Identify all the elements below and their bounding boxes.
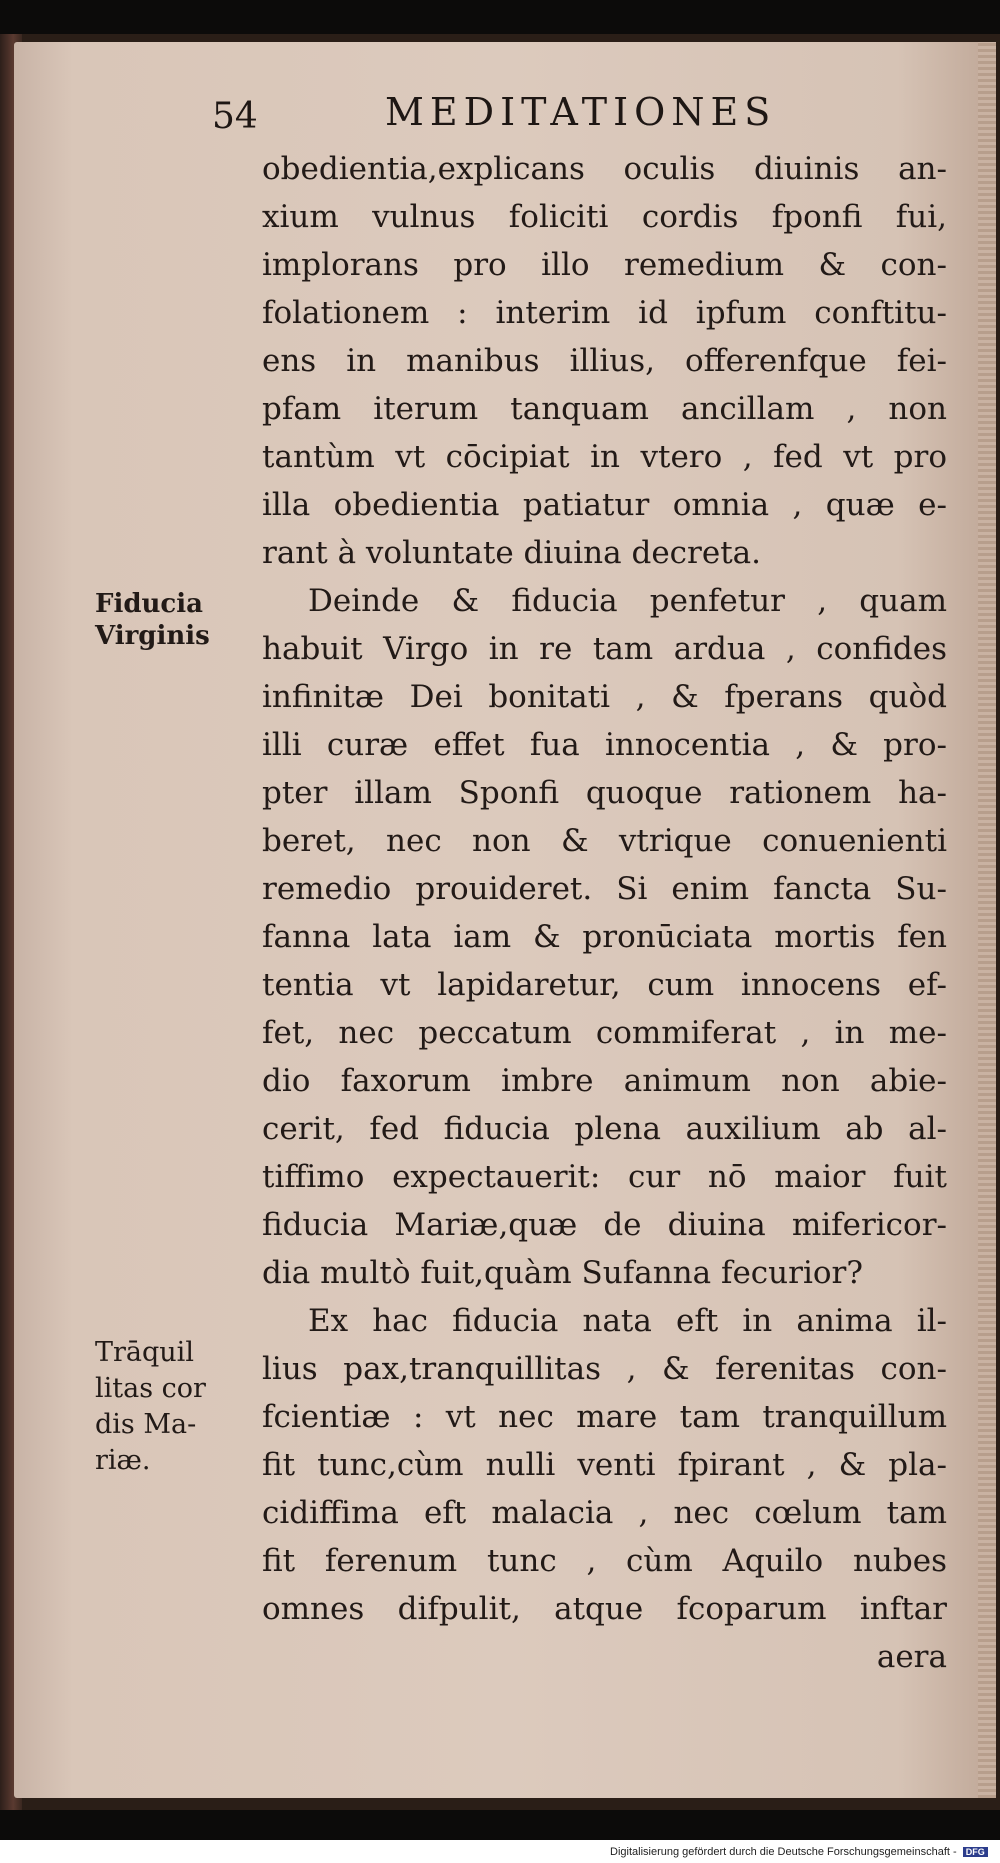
margin-note-tranquillitas [95,1335,255,1479]
text-line: folationem : interim id ipfum conftitu- [262,295,947,331]
text-line: fit ferenum tunc , cùm Aquilo nubes [262,1543,947,1579]
running-title: MEDITATIONES [385,90,777,134]
text-line: cerit, fed fiducia plena auxilium ab al- [262,1111,947,1147]
text-line: tantùm vt cōcipiat in vtero , fed vt pro [262,439,947,475]
text-line: xium vulnus foliciti cordis fponfi fui, [262,199,947,235]
credit-text: Digitalisierung gefördert durch die Deutsche Forschungsgemeinschaft - [610,1846,957,1858]
body-text [262,145,947,1681]
text-line: remedio prouideret. Si enim fancta Su- [262,871,947,907]
digitization-credit [610,1846,988,1858]
text-line: Ex hac fiducia nata eft in anima il- [308,1303,947,1339]
text-line: Deinde & fiducia penfetur , quam [308,583,947,619]
margin-note-line: litas cor [95,1373,206,1404]
text-line: fit tunc,cùm nulli venti fpirant , & pla- [262,1447,947,1483]
margin-note-line: Fiducia [95,589,203,619]
page-header [0,90,1000,140]
text-line: habuit Virgo in re tam ardua , confides [262,631,947,667]
page-fore-edge [978,42,996,1798]
text-line: rant à voluntate diuina decreta. [262,535,761,571]
text-line: fcientiæ : vt nec mare tam tranquillum [262,1399,947,1435]
text-line: fanna lata iam & pronūciata mortis fen [262,919,947,955]
text-line: tiffimo expectauerit: cur nō maior fuit [262,1159,947,1195]
text-line: fet, nec peccatum commiferat , in me- [262,1015,947,1051]
margin-note-line: dis Ma- [95,1409,197,1440]
text-line: omnes difpulit, atque fcoparum inftar [262,1591,947,1627]
margin-note-line: Trāquil [95,1337,194,1368]
text-line: beret, nec non & vtrique conuenienti [262,823,947,859]
text-line: infinitæ Dei bonitati , & fperans quòd [262,679,947,715]
text-line: dia multò fuit,quàm Sufanna fecurior? [262,1255,863,1291]
bottom-border [0,1810,1000,1840]
text-line: aera [876,1639,947,1675]
text-line: implorans pro illo remedium & con- [262,247,947,283]
text-line: obedientia,explicans oculis diuinis an- [262,151,947,187]
text-line: dio faxorum imbre animum non abie- [262,1063,947,1099]
page-number: 54 [212,96,258,137]
margin-note-fiducia [95,588,255,652]
text-line: pter illam Sponfi quoque rationem ha- [262,775,947,811]
dfg-logo: DFG [963,1847,988,1857]
text-line: illi curæ effet fua innocentia , & pro- [262,727,947,763]
text-line: pfam iterum tanquam ancillam , non [262,391,947,427]
text-line: ens in manibus illius, offerenfque fei- [262,343,947,379]
text-line: lius pax,tranquillitas , & ferenitas con- [262,1351,947,1387]
margin-note-line: riæ. [95,1445,151,1476]
text-line: illa obedientia patiatur omnia , quæ e- [262,487,947,523]
margin-note-line: Virginis [95,621,210,651]
text-line: cidiffima eft malacia , nec cœlum tam [262,1495,947,1531]
text-line: fiducia Mariæ,quæ de diuina mifericor- [262,1207,947,1243]
text-line: tentia vt lapidaretur, cum innocens ef- [262,967,947,1003]
